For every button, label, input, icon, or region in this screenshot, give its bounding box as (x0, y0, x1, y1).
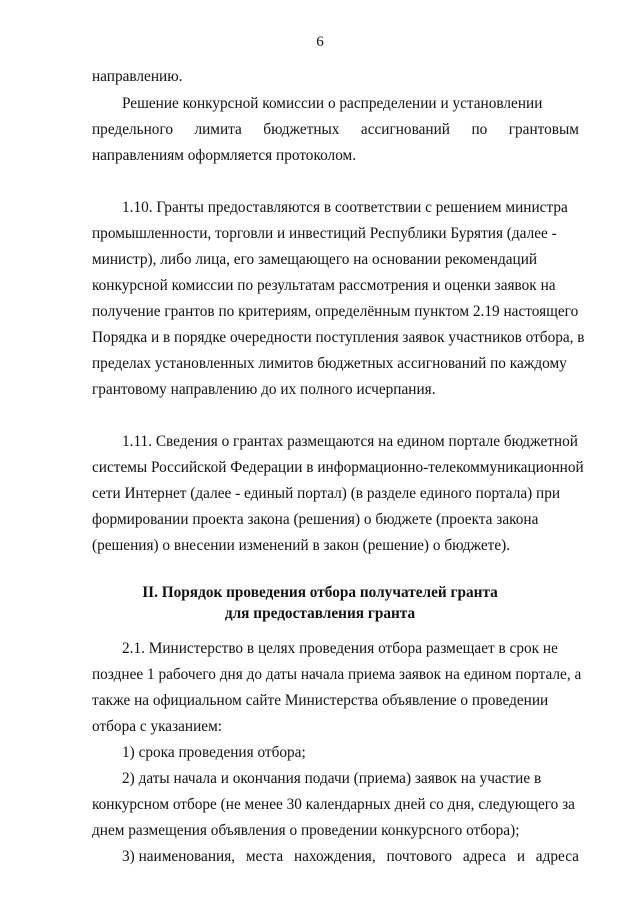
word: Решение конкурсной комиссии о распределении и установлении (122, 95, 543, 112)
word: по (471, 121, 488, 138)
section-heading (0, 582, 640, 624)
text-line: (решения) о внесении изменений в закон (решение) о бюджете). (92, 537, 511, 554)
text-line: также на официальном сайте Министерства объявление о проведении (92, 692, 549, 709)
word: адреса (462, 848, 507, 865)
list-item: 2) даты начала и окончания подачи (приема) заявок на участие в (122, 770, 542, 787)
word: почтового (386, 848, 453, 865)
list-block (92, 740, 579, 870)
text-line: системы Российской Федерации в информационно-телекоммуникационной (92, 459, 584, 476)
text-line: 1.10. Гранты предоставляются в соответствии с решением министра (122, 199, 568, 216)
text-line: направлению. (92, 68, 183, 85)
word: места (245, 848, 284, 865)
word: 3) наименования, (122, 848, 236, 865)
list-item-justified (92, 844, 579, 870)
text-line: пределах установленных лимитов бюджетных ассигнований по каждому (92, 355, 567, 372)
text-line: промышленности, торговли и инвестиций Республики Бурятия (далее - (92, 225, 557, 242)
text-line: направлениям оформляется протоколом. (92, 147, 357, 164)
text-line: формировании проекта закона (решения) о бюджете (проекта закона (92, 511, 539, 528)
word: ассигнований (360, 121, 450, 138)
paragraph-1-11 (92, 429, 584, 559)
page-number: 6 (316, 34, 324, 50)
text-line: конкурсной комиссии по результатам рассмотрения и оценки заявок на (92, 277, 556, 294)
text-line-justified (92, 117, 579, 143)
text-line: отбора с указанием: (92, 718, 223, 735)
text-line: конкурсном отборе (не менее 30 календарных дней со дня, следующего за (92, 796, 575, 813)
text-line: получение грантов по критериям, определённым пунктом 2.19 настоящего (92, 303, 579, 320)
paragraph-continuation (92, 64, 579, 90)
section-heading-line: II. Порядок проведения отбора получателей гранта (142, 584, 498, 601)
text-line: 1.11. Сведения о грантах размещаются на едином портале бюджетной (122, 433, 578, 450)
paragraph-decision (92, 91, 579, 169)
word: предельного (92, 121, 173, 138)
section-heading-line: для предоставления гранта (224, 605, 416, 622)
paragraph-2-1 (92, 636, 582, 740)
text-line: министр), либо лица, его замещающего на основании рекомендаций (92, 251, 538, 268)
text-line: грантовому направлению до их полного исчерпания. (92, 381, 436, 398)
word: лимита (194, 121, 242, 138)
word: бюджетных (263, 121, 340, 138)
text-line: сети Интернет (далее - единый портал) (в разделе единого портала) при (92, 485, 561, 502)
word: адреса (535, 848, 579, 865)
text-line: днем размещения объявления о проведении конкурсного отбора); (92, 822, 520, 839)
text-line: Порядка и в порядке очередности поступления заявок участников отбора, в (92, 329, 585, 346)
word: грантовым (508, 121, 579, 138)
word: нахождения, (293, 848, 376, 865)
word: и (516, 848, 525, 865)
paragraph-1-10 (92, 195, 585, 403)
text-line: позднее 1 рабочего дня до даты начала приема заявок на едином портале, а (92, 666, 582, 683)
text-line (92, 91, 579, 117)
list-item: 1) срока проведения отбора; (122, 744, 306, 761)
text-line: 2.1. Министерство в целях проведения отбора размещает в срок не (122, 640, 558, 657)
